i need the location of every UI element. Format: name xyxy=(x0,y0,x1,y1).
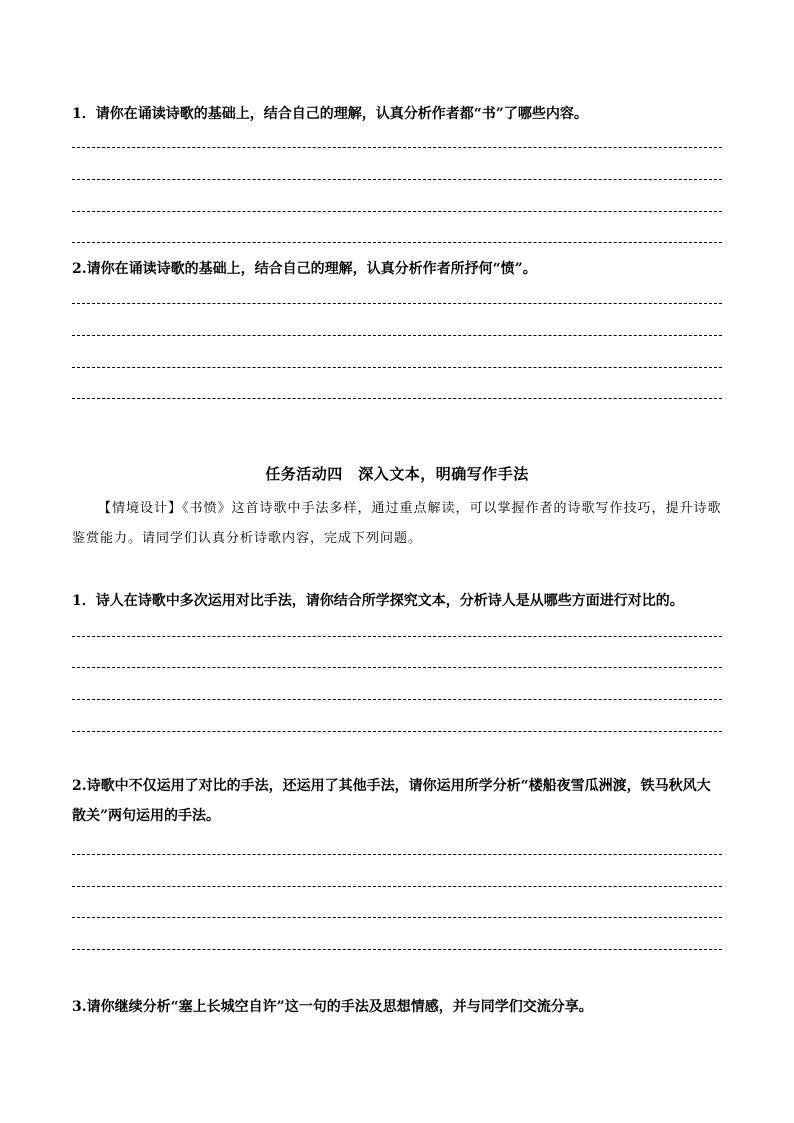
answer-line[interactable] xyxy=(72,179,722,180)
scenario-intro: 【情境设计】《书愤》这首诗歌中手法多样，通过重点解读，可以掌握作者的诗歌写作技巧，提升诗歌鉴赏能力。请同学们认真分析诗歌内容，完成下列问题。 xyxy=(72,501,722,546)
answer-line[interactable] xyxy=(72,731,722,732)
section-heading: 任务活动四 深入文本，明确写作手法 xyxy=(265,465,529,483)
question-4: 2.诗歌中不仅运用了对比的手法，还运用了其他手法，请你运用所学分析“楼船夜雪瓜洲渡，铁马秋风大散关”两句运用的手法。 xyxy=(72,778,711,824)
answer-line[interactable] xyxy=(72,917,722,918)
answer-line[interactable] xyxy=(72,699,722,700)
answer-line[interactable] xyxy=(72,667,722,668)
answer-line[interactable] xyxy=(72,147,722,148)
answer-line[interactable] xyxy=(72,367,722,368)
answer-line[interactable] xyxy=(72,242,722,243)
question-3: 1．诗人在诗歌中多次运用对比手法，请你结合所学探究文本，分析诗人是从哪些方面进行对比的。 xyxy=(72,593,684,609)
question-2: 2.请你在诵读诗歌的基础上，结合自己的理解，认真分析作者所抒何“愤”。 xyxy=(72,261,537,277)
question-1: 1．请你在诵读诗歌的基础上，结合自己的理解，认真分析作者都“书”了哪些内容。 xyxy=(72,106,588,122)
answer-line[interactable] xyxy=(72,303,722,304)
answer-line[interactable] xyxy=(72,335,722,336)
answer-line[interactable] xyxy=(72,398,722,399)
answer-line[interactable] xyxy=(72,854,722,855)
question-5: 3.请你继续分析“塞上长城空自许”这一句的手法及思想情感，并与同学们交流分享。 xyxy=(72,999,593,1015)
answer-line[interactable] xyxy=(72,949,722,950)
answer-line[interactable] xyxy=(72,211,722,212)
answer-line[interactable] xyxy=(72,636,722,637)
answer-line[interactable] xyxy=(72,886,722,887)
